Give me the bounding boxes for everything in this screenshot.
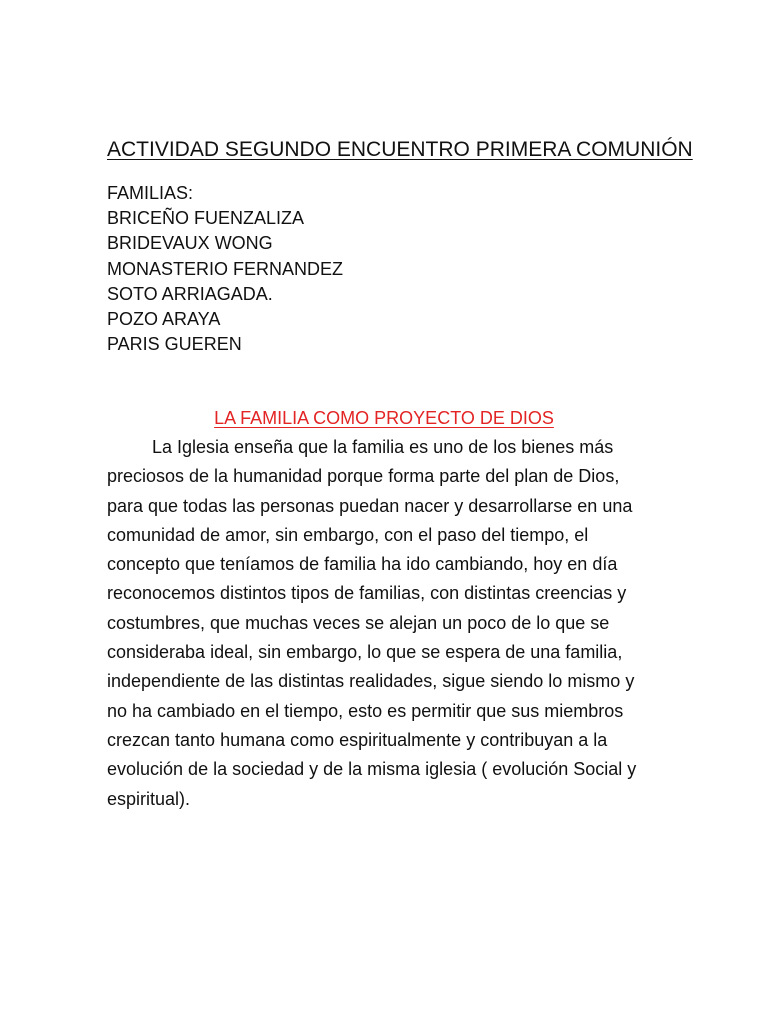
- paragraph-line: concepto que teníamos de familia ha ido cambiando, hoy en día: [107, 554, 618, 575]
- family-name: PARIS GUEREN: [107, 334, 242, 355]
- family-name: SOTO ARRIAGADA.: [107, 283, 273, 304]
- families-list: [107, 181, 343, 357]
- family-name: POZO ARAYA: [107, 309, 221, 330]
- paragraph-line: reconocemos distintos tipos de familias, con distintas creencias y: [107, 583, 627, 604]
- paragraph-line: independiente de las distintas realidades, sigue siendo lo mismo y: [107, 671, 635, 692]
- paragraph-line: La Iglesia enseña que la familia es uno de los bienes más: [152, 437, 614, 457]
- paragraph-line: evolución de la sociedad y de la misma iglesia ( evolución Social y: [107, 759, 637, 780]
- family-name: BRICEÑO FUENZALIZA: [107, 208, 305, 229]
- paragraph-line: para que todas las personas puedan nacer y desarrollarse en una: [107, 495, 633, 516]
- paragraph-line: no ha cambiado en el tiempo, esto es permitir que sus miembros: [107, 700, 624, 721]
- families-label: FAMILIAS:: [107, 183, 194, 203]
- paragraph-line: crezcan tanto humana como espiritualmente y contribuyan a la: [107, 729, 608, 750]
- family-name: BRIDEVAUX WONG: [107, 233, 273, 254]
- paragraph-line: costumbres, que muchas veces se alejan un poco de lo que se: [107, 612, 610, 633]
- paragraph-line: preciosos de la humanidad porque forma parte del plan de Dios,: [107, 466, 620, 487]
- family-name: MONASTERIO FERNANDEZ: [107, 258, 344, 279]
- paragraph-line: espiritual).: [107, 788, 191, 809]
- document-title: ACTIVIDAD SEGUNDO ENCUENTRO PRIMERA COMUNIÓN: [107, 138, 693, 161]
- paragraph-line: comunidad de amor, sin embargo, con el paso del tiempo, el: [107, 524, 589, 545]
- paragraph-line: consideraba ideal, sin embargo, lo que se espera de una familia,: [107, 642, 623, 663]
- section-heading: LA FAMILIA COMO PROYECTO DE DIOS: [214, 408, 554, 428]
- body-paragraph: [107, 433, 667, 814]
